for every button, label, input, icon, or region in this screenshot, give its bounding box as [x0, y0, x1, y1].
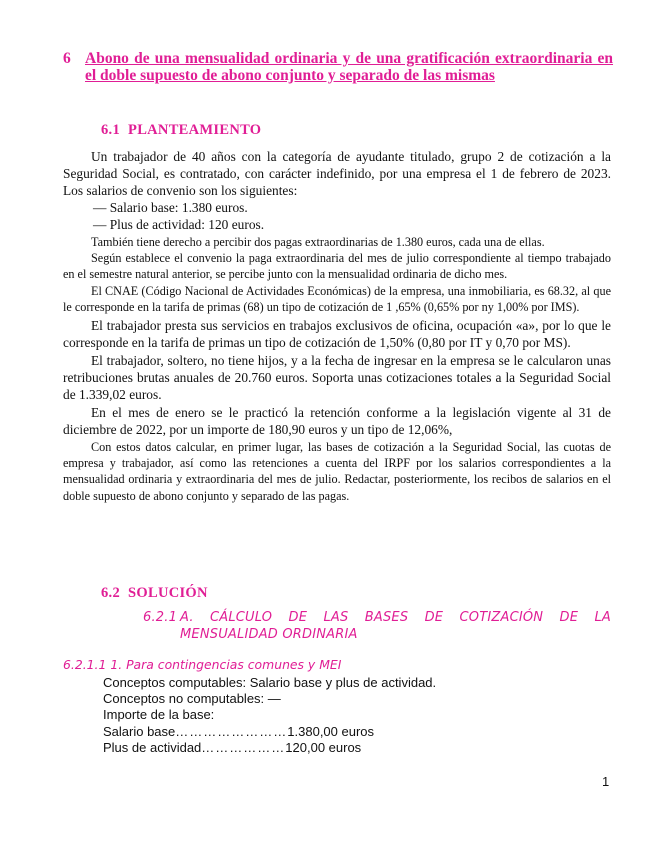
subsection-number: 6.2: [101, 585, 121, 601]
importe-base-label: Importe de la base:: [103, 707, 215, 723]
leader-dots: ………………: [201, 739, 286, 755]
paragraph: El trabajador, soltero, no tiene hijos, y a la fecha de ingresar en la empresa se le calcularon unas retribuciones brutas anuales de 20.760 euros. Soporta unas cotizaciones totales a la Seguridad Social de 1.339,02 euros.: [63, 353, 611, 403]
paragraph: Un trabajador de 40 años con la categoría de ayudante titulado, grupo 2 de cotización a la Seguridad Social, es contratado, con carácter indefinido, por una empresa el 1 de febrero de 2023. Los salarios de convenio son los siguientes:: [63, 149, 611, 198]
section-heading: [63, 50, 613, 84]
subsubsection-heading: [143, 609, 611, 643]
list-item: — Plus de actividad: 120 euros.: [93, 217, 265, 232]
conceptos-no-computables: Conceptos no computables: —: [103, 691, 281, 707]
leader-dots: ……………………: [175, 723, 288, 739]
list-item: — Salario base: 1.380 euros.: [93, 200, 248, 215]
bases-block: [103, 675, 436, 756]
amount-value: 120,00 euros: [285, 739, 362, 755]
amount-row: [103, 724, 383, 740]
paragraph: Según establece el convenio la paga extraordinaria del mes de julio correspondiente al tiempo trabajado en el semestre natural anterior, se percibe junto con la mensualidad ordinaria de dicho mes.: [63, 251, 611, 282]
amount-label: Salario base: [103, 723, 176, 739]
paragraph-heading-title: 1. Para contingencias comunes y MEI: [110, 657, 342, 672]
subsubsection-title: A. CÁLCULO DE LAS BASES DE COTIZACIÓN DE LA MENSUALIDAD ORDINARIA: [180, 610, 611, 642]
paragraph-heading-number: 6.2.1.1: [63, 657, 107, 672]
amount-label: Plus de actividad: [103, 739, 202, 755]
paragraph: También tiene derecho a percibir dos pagas extraordinarias de 1.380 euros, cada una de ellas.: [91, 235, 545, 249]
page-number: 1: [602, 774, 610, 789]
subsection-title: SOLUCIÓN: [128, 585, 208, 601]
amount-row: [103, 740, 383, 756]
subsection-title: PLANTEAMIENTO: [128, 122, 262, 138]
paragraph: El trabajador presta sus servicios en trabajos exclusivos de oficina, ocupación «a», por lo que le corresponde en la tarifa de primas un tipo de cotización de 1,50% (0,80 por IT y 0,70 por MS).: [63, 318, 611, 351]
paragraph: Con estos datos calcular, en primer lugar, las bases de cotización a la Seguridad Social, las cuotas de empresa y trabajador, así como las retenciones a cuenta del IRPF por los salarios correspondientes a la mensualidad ordinaria y extraordinaria del mes de julio. Redactar, posteriormente, los recibos de salarios en el doble supuesto de abono conjunto y separado de las pagas.: [63, 440, 611, 503]
planteamiento-body: [63, 148, 611, 504]
subsection-heading-solucion: [101, 585, 208, 602]
section-title: Abono de una mensualidad ordinaria y de una gratificación extraordinaria en el doble supuesto de abono conjunto y separado de las mismas: [85, 50, 613, 84]
section-number: 6: [63, 50, 71, 67]
conceptos-computables: Conceptos computables: Salario base y plus de actividad.: [103, 675, 437, 690]
paragraph: En el mes de enero se le practicó la retención conforme a la legislación vigente al 31 de diciembre de 2022, por un importe de 180,90 euros y un tipo de 12,06%,: [63, 405, 611, 438]
paragraph-heading: [63, 657, 341, 672]
amount-value: 1.380,00 euros: [287, 723, 375, 739]
subsection-number: 6.1: [101, 122, 121, 138]
paragraph: El CNAE (Código Nacional de Actividades Económicas) de la empresa, una inmobiliaria, es 68.32, al que le corresponde en la tarifa de primas (68) un tipo de cotización de 1 ,65% (0,65% por ny 1,00% por IMS).: [63, 283, 611, 314]
subsubsection-number: 6.2.1: [143, 610, 178, 625]
subsection-heading-planteamiento: [101, 122, 261, 139]
